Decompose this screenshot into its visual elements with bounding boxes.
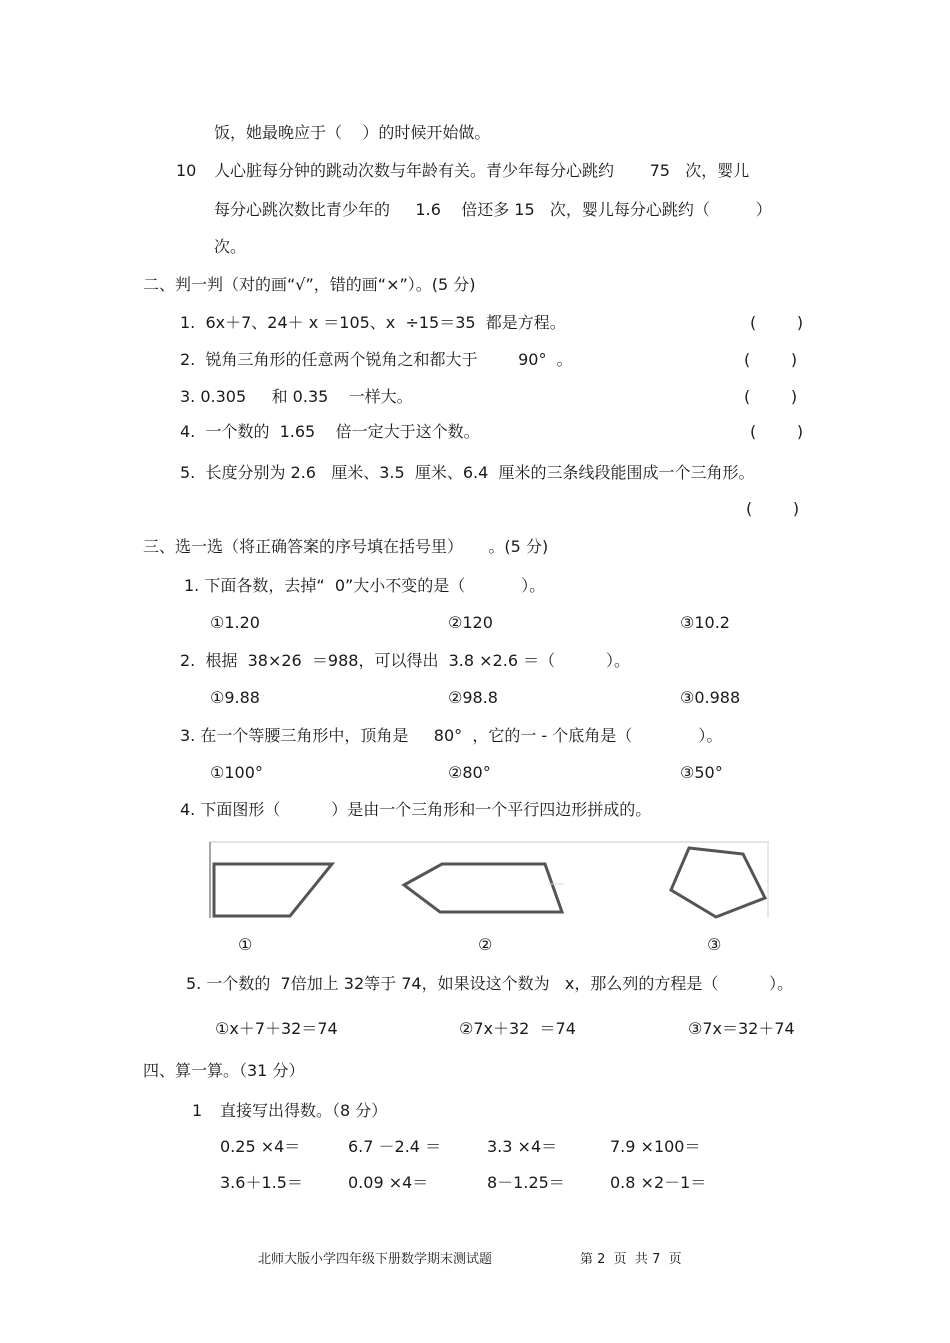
calc-sub1-title: 直接写出得数。（8 分） — [220, 1101, 388, 1120]
choice-q2-option-1: ①9.88 — [210, 688, 260, 707]
pentagon-icon — [671, 848, 765, 917]
judge-item-5: 5. 长度分别为 2.6 厘米、3.5 厘米、6.4 厘米的三条线段能围成一个三角形。 — [180, 463, 755, 482]
choice-q4: 4. 下面图形（ ）是由一个三角形和一个平行四边形拼成的。 — [180, 800, 652, 819]
q10-line2: 每分心跳次数比青少年的 1.6 倍还多 15 次，婴儿每分心跳约（ ） — [214, 200, 772, 219]
choice-q5-option-3: ③7x＝32＋74 — [688, 1019, 795, 1038]
choice-q5-option-2: ②7x＋32 ＝74 — [459, 1019, 576, 1038]
q10-line3: 次。 — [214, 237, 247, 256]
calc-r2-c2: 0.09 ×4＝ — [348, 1173, 429, 1192]
calc-r2-c1: 3.6＋1.5＝ — [220, 1173, 303, 1192]
trapezoid-icon — [214, 864, 332, 916]
shapes-figure — [208, 840, 770, 920]
q10-number: 10 — [176, 161, 197, 180]
choice-q3-option-3: ③50° — [680, 763, 723, 782]
choice-q1-option-1: ①1.20 — [210, 613, 260, 632]
calc-r1-c4: 7.9 ×100＝ — [610, 1137, 701, 1156]
judge-paren-4: ( ) — [750, 422, 804, 441]
judge-item-1: 1. 6x＋7、24＋ x ＝105、x ÷15＝35 都是方程。 — [180, 313, 566, 332]
section2-title: 二、判一判（对的画“√”，错的画“×”）。(5 分) — [143, 275, 476, 294]
shape-label-1: ① — [238, 935, 253, 954]
section3-title: 三、选一选（将正确答案的序号填在括号里） 。(5 分) — [143, 537, 549, 556]
calc-r1-c3: 3.3 ×4＝ — [487, 1137, 558, 1156]
judge-paren-3: ( ) — [744, 387, 798, 406]
choice-q1-option-2: ②120 — [448, 613, 493, 632]
shape-label-3: ③ — [707, 935, 722, 954]
choice-q1: 1. 下面各数，去掉“ 0”大小不变的是（ ）。 — [184, 576, 546, 595]
choice-q1-option-3: ③10.2 — [680, 613, 730, 632]
judge-item-4: 4. 一个数的 1.65 倍一定大于这个数。 — [180, 422, 480, 441]
judge-item-3: 3. 0.305 和 0.35 一样大。 — [180, 387, 413, 406]
choice-q2-option-3: ③0.988 — [680, 688, 741, 707]
footer-page-number: 第 2 页 共 7 页 — [580, 1252, 682, 1267]
shape-label-2: ② — [478, 935, 493, 954]
q10-line1: 人心脏每分钟的跳动次数与年龄有关。青少年每分心跳约 75 次，婴儿 — [214, 161, 750, 180]
choice-q2: 2. 根据 38×26 ＝988，可以得出 3.8 ×2.6 ＝（ ）。 — [180, 651, 630, 670]
judge-paren-2: ( ) — [744, 350, 798, 369]
judge-item-2: 2. 锐角三角形的任意两个锐角之和都大于 90° 。 — [180, 350, 573, 369]
calc-r1-c2: 6.7 －2.4 ＝ — [348, 1137, 442, 1156]
choice-q3: 3. 在一个等腰三角形中，顶角是 80° ，它的一 - 个底角是（ ）。 — [180, 726, 723, 745]
calc-sub1-number: 1 — [192, 1101, 203, 1120]
choice-q3-option-2: ②80° — [448, 763, 491, 782]
section4-title: 四、算一算。（31 分） — [143, 1061, 305, 1080]
q9-continuation: 饭，她最晚应于（ ）的时候开始做。 — [214, 123, 491, 142]
footer-title: 北师大版小学四年级下册数学期末测试题 — [258, 1252, 493, 1267]
choice-q5: 5. 一个数的 7倍加上 32等于 74，如果设这个数为 x，那么列的方程是（ ）。 — [186, 974, 794, 993]
calc-r1-c1: 0.25 ×4＝ — [220, 1137, 301, 1156]
calc-r2-c4: 0.8 ×2－1＝ — [610, 1173, 707, 1192]
choice-q3-option-1: ①100° — [210, 763, 263, 782]
calc-r2-c3: 8－1.25＝ — [487, 1173, 565, 1192]
judge-paren-5: ( ) — [746, 499, 800, 518]
arrow-pentagon-icon — [404, 864, 564, 912]
choice-q5-option-1: ①x＋7＋32＝74 — [215, 1019, 338, 1038]
judge-paren-1: ( ) — [750, 313, 804, 332]
choice-q2-option-2: ②98.8 — [448, 688, 498, 707]
